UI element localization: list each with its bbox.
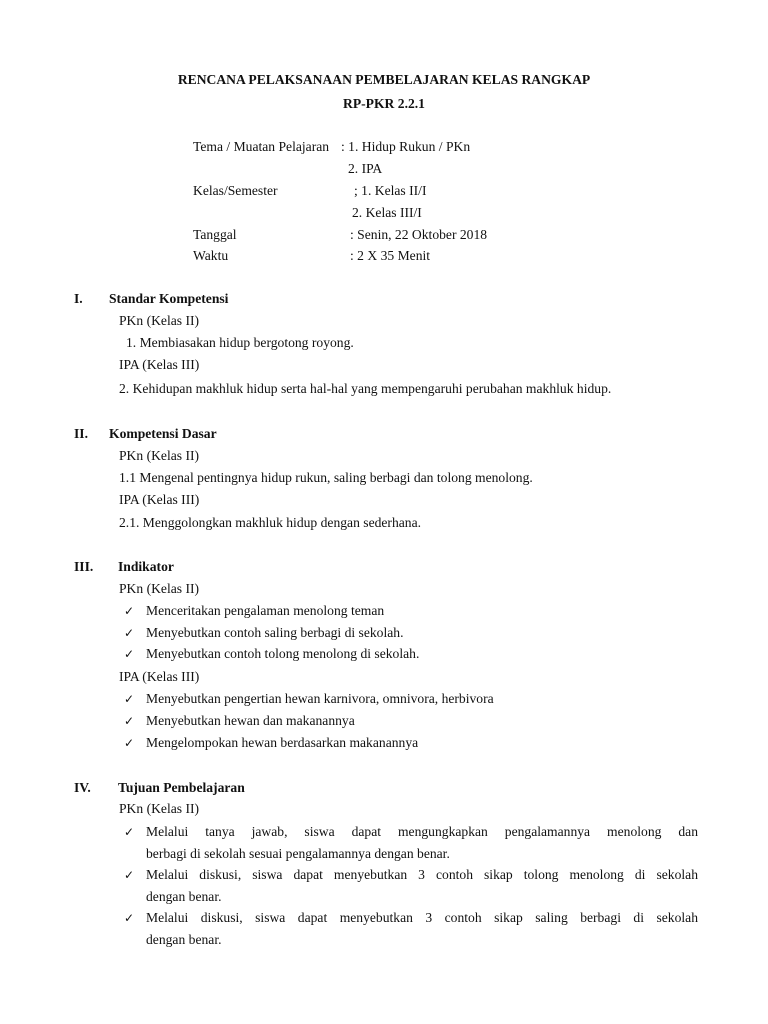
tujuan-item-line: berbagi di sekolah sesuai pengalamannya dengan benar. <box>146 846 450 861</box>
check-icon: ✓ <box>124 736 135 750</box>
kelas-value-1: ; 1. Kelas II/I <box>354 183 427 198</box>
check-icon: ✓ <box>124 692 135 706</box>
section-2-title: Kompetensi Dasar <box>109 426 217 441</box>
check-icon: ✓ <box>124 626 135 640</box>
indikator-pkn-item: Menyebutkan contoh saling berbagi di sekolah. <box>146 625 404 640</box>
section-4-subhead-pkn: PKn (Kelas II) <box>119 801 200 816</box>
indikator-ipa-item: Menyebutkan pengertian hewan karnivora, omnivora, herbivora <box>146 691 494 706</box>
tema-value-1: : 1. Hidup Rukun / PKn <box>341 139 471 154</box>
indikator-ipa-item: Mengelompokan hewan berdasarkan makanannya <box>146 735 419 750</box>
section-2-item-2: 2.1. Menggolongkan makhluk hidup dengan sederhana. <box>119 515 422 530</box>
waktu-value: : 2 X 35 Menit <box>350 248 431 263</box>
section-3-number: III. <box>74 559 94 574</box>
check-icon: ✓ <box>124 604 135 618</box>
tanggal-label: Tanggal <box>193 227 237 242</box>
section-3-title: Indikator <box>118 559 174 574</box>
check-icon: ✓ <box>124 868 135 882</box>
check-icon: ✓ <box>124 825 135 839</box>
section-1-title: Standar Kompetensi <box>109 291 229 306</box>
tujuan-item-line: dengan benar. <box>146 889 222 904</box>
section-4-number: IV. <box>74 780 91 795</box>
kelas-label: Kelas/Semester <box>193 183 278 198</box>
section-2-number: II. <box>74 426 88 441</box>
tema-value-2: 2. IPA <box>348 161 383 176</box>
section-4-title: Tujuan Pembelajaran <box>118 780 245 795</box>
indikator-pkn-item: Menceritakan pengalaman menolong teman <box>146 603 385 618</box>
indikator-ipa-item: Menyebutkan hewan dan makanannya <box>146 713 355 728</box>
indikator-pkn-item: Menyebutkan contoh tolong menolong di sekolah. <box>146 646 420 661</box>
check-icon: ✓ <box>124 911 135 925</box>
tanggal-value: : Senin, 22 Oktober 2018 <box>350 227 488 242</box>
waktu-label: Waktu <box>193 248 229 263</box>
kelas-value-2: 2. Kelas III/I <box>352 205 422 220</box>
section-1-subhead-ipa: IPA (Kelas III) <box>119 357 200 372</box>
document-code: RP-PKR 2.2.1 <box>343 96 425 111</box>
tujuan-item-line: Melalui tanya jawab, siswa dapat mengungkapkan pengalamannya menolong dan <box>146 824 698 839</box>
tujuan-item-line: Melalui diskusi, siswa dapat menyebutkan 3 contoh sikap tolong menolong di sekolah <box>146 867 698 882</box>
tema-label: Tema / Muatan Pelajaran <box>193 139 330 154</box>
tujuan-item-line: Melalui diskusi, siswa dapat menyebutkan 3 contoh sikap saling berbagi di sekolah <box>146 910 698 925</box>
check-icon: ✓ <box>124 714 135 728</box>
document-title: RENCANA PELAKSANAAN PEMBELAJARAN KELAS RANGKAP <box>177 72 591 87</box>
section-2-subhead-pkn: PKn (Kelas II) <box>119 448 200 463</box>
section-1-subhead-pkn: PKn (Kelas II) <box>119 313 200 328</box>
section-1-number: I. <box>74 291 83 306</box>
section-1-item-2: 2. Kehidupan makhluk hidup serta hal-hal yang mempengaruhi perubahan makhluk hidup. <box>119 381 612 396</box>
section-2-subhead-ipa: IPA (Kelas III) <box>119 492 200 507</box>
section-1-item-1: 1. Membiasakan hidup bergotong royong. <box>126 335 354 350</box>
tujuan-item-line: dengan benar. <box>146 932 222 947</box>
check-icon: ✓ <box>124 647 135 661</box>
section-2-item-1: 1.1 Mengenal pentingnya hidup rukun, saling berbagi dan tolong menolong. <box>119 470 533 485</box>
section-3-subhead-ipa: IPA (Kelas III) <box>119 669 200 684</box>
section-3-subhead-pkn: PKn (Kelas II) <box>119 581 200 596</box>
